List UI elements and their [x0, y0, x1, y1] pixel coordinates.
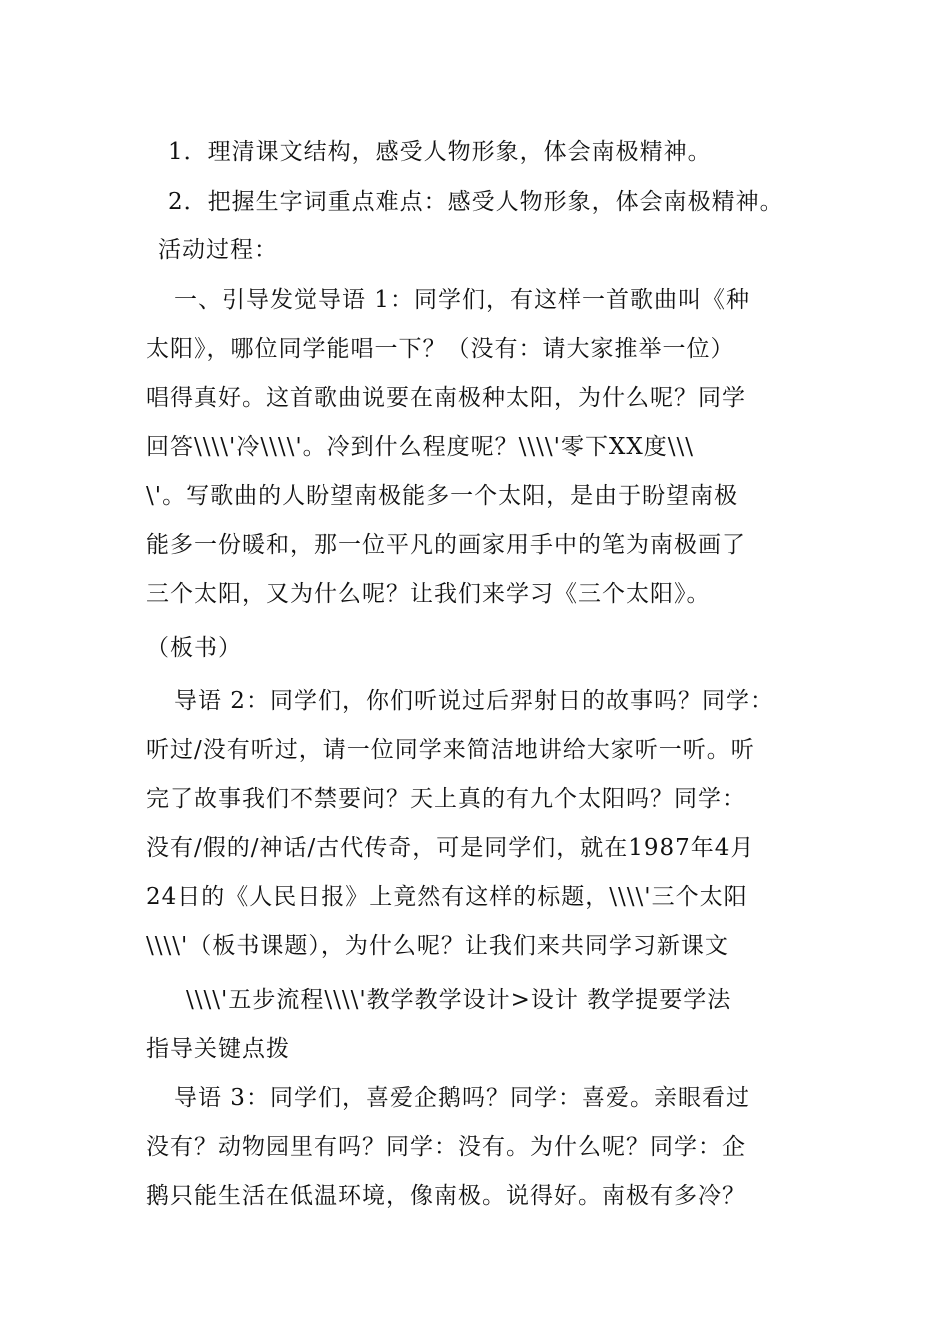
text-line: 太阳》，哪位同学能唱一下？（没有：请大家推举一位）: [146, 336, 735, 362]
text-line: 回答\\\\'冷\\\\'。冷到什么程度呢？\\\\'零下XX度\\\: [146, 434, 694, 460]
text-line: \\\\'（板书课题），为什么呢？让我们来共同学习新课文: [146, 933, 729, 959]
text-line: 导语 2：同学们，你们听说过后羿射日的故事吗？同学：: [174, 688, 774, 714]
text-line: 1．理清课文结构，感受人物形象，体会南极精神。: [168, 139, 712, 165]
text-line: \'。写歌曲的人盼望南极能多一个太阳，是由于盼望南极: [146, 483, 739, 509]
text-line: （板书）: [146, 635, 242, 661]
text-line: \\\\'五步流程\\\\'教学教学设计>设计 教学提要学法: [186, 987, 732, 1013]
text-line: 鹅只能生活在低温环境，像南极。说得好。南极有多冷？: [146, 1183, 746, 1209]
text-line: 指导关键点拨: [146, 1036, 290, 1062]
text-line: 完了故事我们不禁要问？天上真的有九个太阳吗？同学：: [146, 786, 746, 812]
text-line: 能多一份暖和，那一位平凡的画家用手中的笔为南极画了: [146, 532, 746, 558]
text-line: 三个太阳，又为什么呢？让我们来学习《三个太阳》。: [146, 581, 711, 607]
text-line: 一、引导发觉导语 1：同学们，有这样一首歌曲叫《种: [174, 287, 750, 313]
text-line: 24日的《人民日报》上竟然有这样的标题，\\\\'三个太阳: [146, 884, 748, 910]
text-line: 唱得真好。这首歌曲说要在南极种太阳，为什么呢？同学: [146, 385, 746, 411]
text-line: 导语 3：同学们，喜爱企鹅吗？同学：喜爱。亲眼看过: [174, 1085, 750, 1111]
text-line: 没有？动物园里有吗？同学：没有。为什么呢？同学：企: [146, 1134, 746, 1160]
text-line: 听过/没有听过，请一位同学来简洁地讲给大家听一听。听: [146, 737, 755, 763]
text-line: 2．把握生字词重点难点：感受人物形象，体会南极精神。: [168, 189, 784, 215]
text-line: 没有/假的/神话/古代传奇，可是同学们，就在1987年4月: [146, 835, 755, 861]
section-heading: 活动过程：: [158, 237, 278, 263]
